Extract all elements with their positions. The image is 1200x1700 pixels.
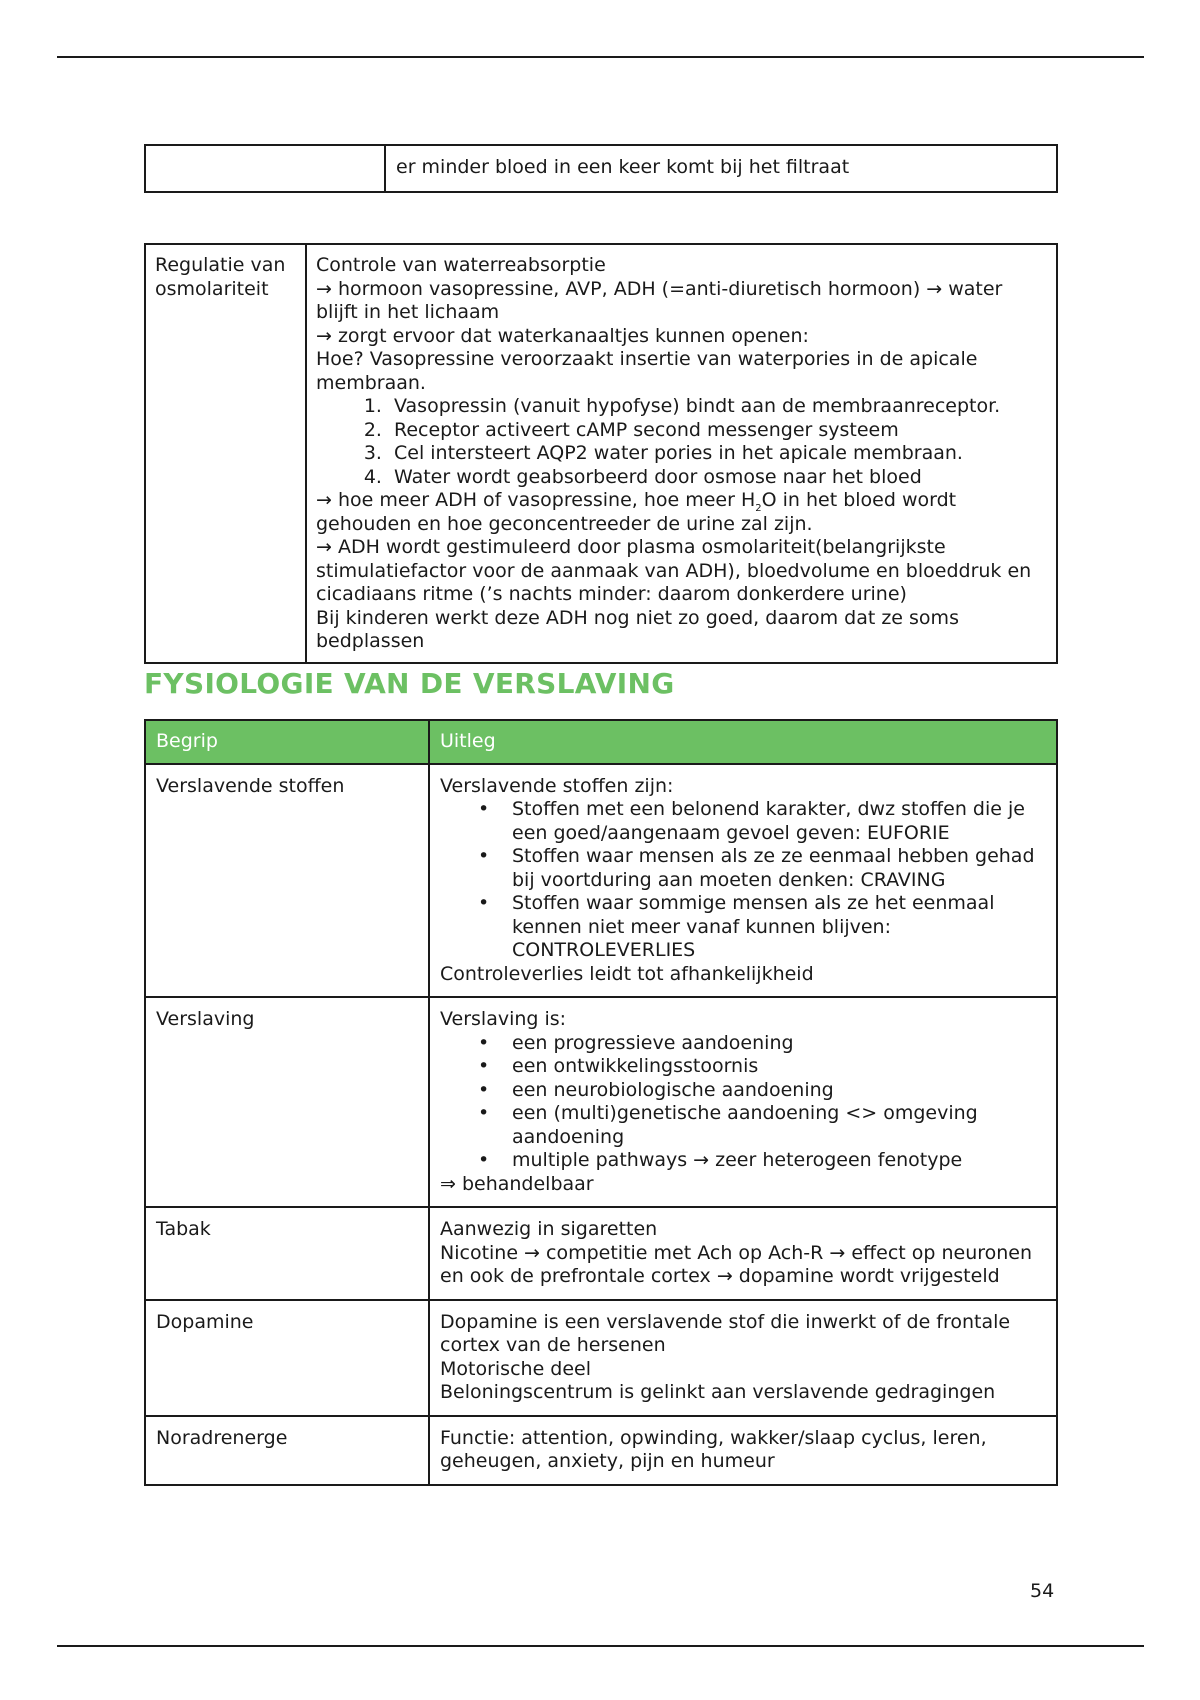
table-header-row: [145, 720, 1057, 764]
bullet-item: • een progressieve aandoening: [512, 1032, 1046, 1056]
h2o-suffix: O in het bloed wordt gehouden en hoe geconcentreeder de urine zal zijn.: [316, 489, 957, 535]
osmo-step: 4. Water wordt geabsorbeerd door osmose naar het bloed: [388, 466, 1047, 490]
continuation-left-cell: [145, 145, 385, 192]
h2o-prefix: → hoe meer ADH of vasopressine, hoe meer H: [316, 489, 756, 511]
table-row: [145, 1300, 1057, 1416]
bullet-item: • een (multi)genetische aandoening <> omgeving aandoening: [512, 1102, 1046, 1149]
osmo-intro-line: Controle van waterreabsorptie: [316, 254, 606, 276]
bullet-item: • Stoffen waar mensen als ze ze eenmaal hebben gehad bij voortduring aan moeten denken: CRAVING: [512, 845, 1046, 892]
osmo-steps-list: [316, 395, 1047, 489]
term-cell: Tabak: [145, 1207, 429, 1300]
explanation-line: Aanwezig in sigaretten: [440, 1218, 658, 1240]
osmo-intro-line: Hoe? Vasopressine veroorzaakt insertie van waterpories in de apicale membraan.: [316, 348, 978, 394]
table-row: [145, 1416, 1057, 1485]
h2o-subscript: 2: [755, 502, 762, 514]
explanation-line: Motorische deel: [440, 1357, 592, 1380]
bullet-item: • multiple pathways → zeer heterogeen fenotype: [512, 1149, 1046, 1173]
bullet-list: [440, 798, 1046, 963]
explanation-cell: [429, 997, 1057, 1207]
section-heading: FYSIOLOGIE VAN DE VERSLAVING: [144, 667, 675, 700]
continuation-table: [144, 144, 1058, 193]
osmo-term-cell: Regulatie van osmolariteit: [145, 244, 306, 663]
osmo-outro-line: Bij kinderen werkt deze ADH nog niet zo goed, daarom dat ze soms bedplassen: [316, 606, 959, 652]
table-row: [145, 764, 1057, 998]
explanation-cell: [429, 764, 1057, 998]
page-number: 54: [1030, 1580, 1055, 1602]
bottom-rule: [57, 1645, 1144, 1647]
table-row: [145, 145, 1057, 192]
osmo-explanation-cell: [306, 244, 1057, 663]
osmo-step: 1. Vasopressin (vanuit hypofyse) bindt aan de membraanreceptor.: [388, 395, 1047, 419]
osmo-intro-line: → zorgt ervoor dat waterkanaaltjes kunnen openen:: [316, 324, 809, 347]
explanation-line: Functie: attention, opwinding, wakker/slaap cyclus, leren, geheugen, anxiety, pijn en humeur: [440, 1426, 987, 1472]
term-cell: Dopamine: [145, 1300, 429, 1416]
explanation-cell: [429, 1300, 1057, 1416]
explanation-line: Beloningscentrum is gelinkt aan verslavende gedragingen: [440, 1381, 996, 1403]
bullet-item: • een ontwikkelingsstoornis: [512, 1055, 1046, 1079]
explanation-cell: [429, 1207, 1057, 1300]
header-term: Begrip: [145, 720, 429, 764]
osmo-step: 2. Receptor activeert cAMP second messenger systeem: [388, 419, 1047, 443]
bullet-item: • Stoffen met een belonend karakter, dwz stoffen die je een goed/aangenaam gevoel geven: EUFORIE: [512, 798, 1046, 845]
top-rule: [57, 56, 1144, 58]
term-cell: Verslaving: [145, 997, 429, 1207]
continuation-right-cell: er minder bloed in een keer komt bij het filtraat: [385, 145, 1057, 192]
table-row: [145, 244, 1057, 663]
term-cell: Noradrenerge: [145, 1416, 429, 1485]
term-cell: Verslavende stoffen: [145, 764, 429, 998]
osmo-step: 3. Cel intersteert AQP2 water pories in het apicale membraan.: [388, 442, 1047, 466]
explanation-cell: [429, 1416, 1057, 1485]
osmo-h2o-line: [316, 489, 1047, 536]
explanation-outro: Controleverlies leidt tot afhankelijkheid: [440, 962, 814, 985]
explanation-line: Nicotine → competitie met Ach op Ach-R → effect op neuronen en ook de prefrontale cortex → dopamine wordt vrijgesteld: [440, 1241, 1033, 1287]
bullet-list: [440, 1032, 1046, 1173]
osmo-intro-line: → hormoon vasopressine, AVP, ADH (=anti-diuretisch hormoon) → water blijft in het lichaam: [316, 277, 1003, 323]
table-row: [145, 1207, 1057, 1300]
table-row: [145, 997, 1057, 1207]
bullet-item: • een neurobiologische aandoening: [512, 1079, 1046, 1103]
explanation-line: Dopamine is een verslavende stof die inwerkt of de frontale cortex van de hersenen: [440, 1310, 1011, 1356]
explanation-intro: Verslavende stoffen zijn:: [440, 774, 674, 797]
bullet-item: • Stoffen waar sommige mensen als ze het eenmaal kennen niet meer vanaf kunnen blijven: CONTROLEVERLIES: [512, 892, 1046, 963]
osmolarity-table: [144, 243, 1058, 664]
header-explanation: Uitleg: [429, 720, 1057, 764]
explanation-intro: Verslaving is:: [440, 1008, 567, 1030]
osmo-outro-line: → ADH wordt gestimuleerd door plasma osmolariteit(belangrijkste stimulatiefactor voor de aanmaak van ADH), bloedvolume en bloeddruk en cicadiaans ritme (’s nachts minder: daarom donkerdere urine): [316, 536, 1032, 605]
addiction-table: [144, 719, 1058, 1486]
explanation-outro: ⇒ behandelbaar: [440, 1172, 594, 1195]
